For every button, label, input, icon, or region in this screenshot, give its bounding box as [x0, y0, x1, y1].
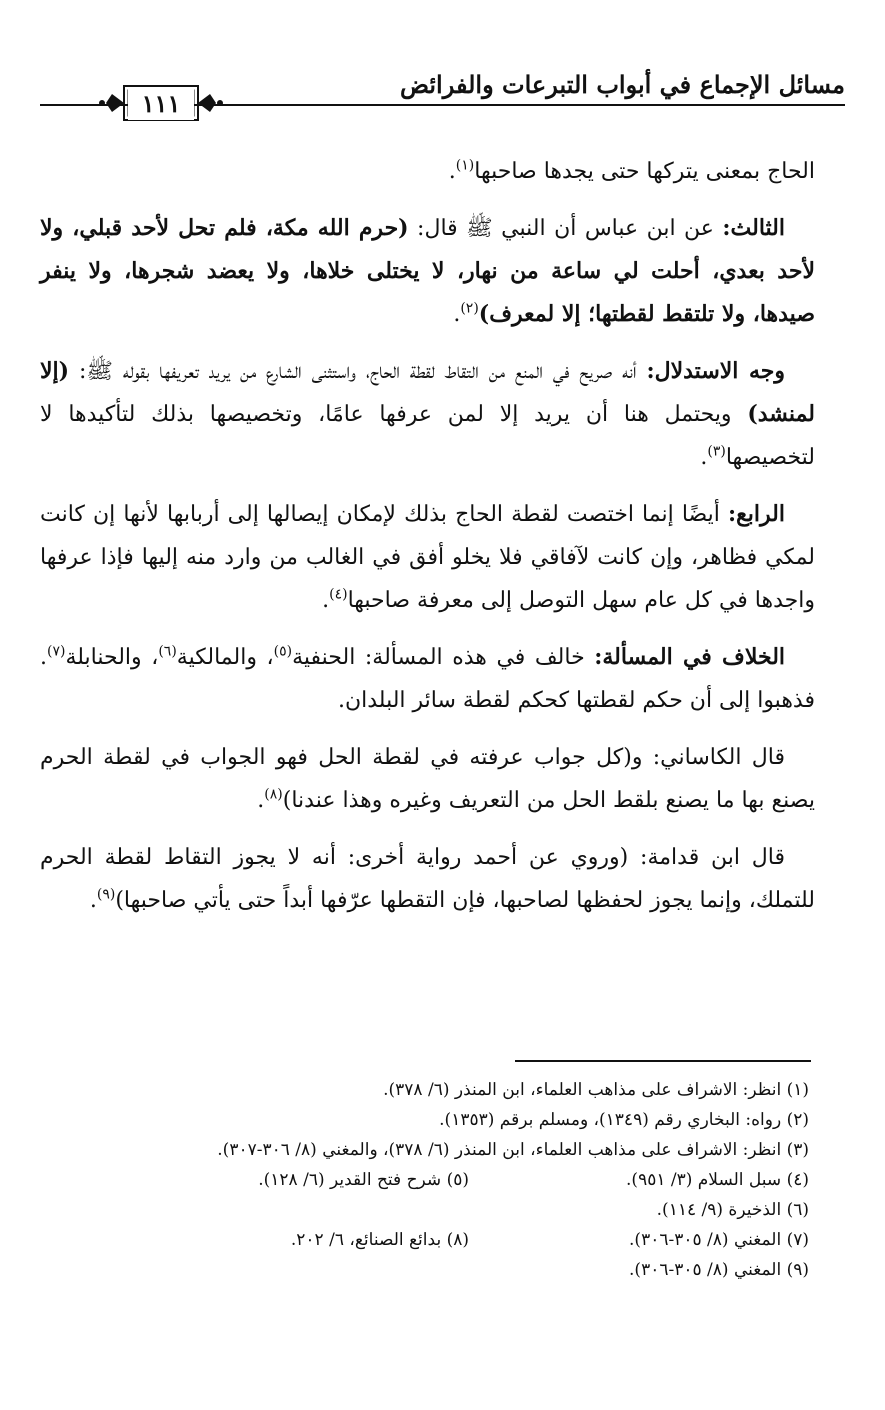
- footnote-3: (٣) انظر: الاشراف على مذاهب العلماء، ابن المنذر (٦/ ٣٧٨)، والمغني (٨/ ٣٠٦-٣٠٧).: [217, 1140, 809, 1160]
- paragraph-text: خالف في هذه المسألة: الحنفية: [292, 645, 595, 670]
- paragraph-1: [40, 150, 815, 193]
- footnote-ref: (٦): [158, 643, 177, 660]
- paragraph-text: ، والمالكية: [176, 645, 274, 670]
- footnote-row: [40, 1105, 809, 1135]
- hadith-quote: (إلا لمنشد): [40, 358, 815, 427]
- page-number-ornament: [88, 84, 234, 124]
- paragraph-text: ويحتمل هنا أن يريد إلا لمن عرفها عامًا، وتخصيصها بذلك لتأكيدها لا لتخصيصها: [40, 402, 815, 470]
- footnote-6: (٦) الذخيرة (٩/ ١١٤).: [656, 1200, 809, 1220]
- paragraph-text: . فذهبوا إلى أن حكم لقطتها كحكم لقطة سائر البلدان.: [40, 645, 815, 713]
- footnote-row: [40, 1195, 809, 1225]
- paragraph-text: قال الكاساني: و(كل جواب عرفته في لقطة الحل فهو الجواب في لقطة الحرم يصنع بها ما يصنع بلقط الحل من التعريف وغيره وهذا عندنا): [40, 745, 815, 813]
- running-title: مسائل الإجماع في أبواب التبرعات والفرائض: [399, 70, 845, 99]
- paragraph-text: الحاج بمعنى يتركها حتى يجدها صاحبها: [474, 159, 815, 184]
- section-lead: وجه الاستدلال:: [646, 358, 785, 384]
- footnote-ref: (١): [455, 157, 475, 174]
- paragraph-text: قال ابن قدامة: (وروي عن أحمد رواية أخرى: أنه لا يجوز التقاط لقطة الحرم للتملك، وإنما يجوز لحفظها لصاحبها، فإن التقطها عرّفها أبداً حتى يأتي صاحبها): [40, 845, 815, 913]
- footnote-7: (٧) المغني (٨/ ٣٠٥-٣٠٦).: [629, 1230, 809, 1250]
- paragraph-ibn-qudama: [40, 836, 815, 922]
- punctuation: .: [448, 159, 456, 184]
- paragraph-fourth-evidence: [40, 493, 815, 622]
- footnote-ref: (٨): [264, 786, 283, 803]
- page-number: ١١١: [128, 88, 194, 120]
- footnote-row: [40, 1135, 809, 1165]
- page-header: [40, 60, 845, 124]
- footnote-ref: (٩): [96, 886, 116, 903]
- footnote-ref: (٤): [329, 586, 348, 603]
- hadith-quote: (حرم الله مكة، فلم تحل لأحد قبلي، ولا لأحد بعدي، أحلت لي ساعة من نهار، لا يختلى خلاها، ولا يعضد شجرها، ولا ينفر صيدها، ولا تلتقط لقطتها؛ إلا لمعرف): [40, 215, 815, 327]
- footnote-8: (٨) بدائع الصنائع، ٦/ ٢٠٢.: [290, 1230, 469, 1250]
- section-lead: الثالث:: [722, 215, 785, 241]
- footnote-row: [40, 1075, 809, 1105]
- punctuation: .: [89, 888, 97, 913]
- punctuation: .: [453, 302, 461, 327]
- paragraph-kasani: [40, 736, 815, 822]
- footnote-ref: (٢): [460, 300, 479, 317]
- punctuation: .: [257, 788, 265, 813]
- paragraph-text: أيضًا إنما اختصت لقطة الحاج بذلك لإمكان إيصالها إلى أربابها لأنها إن كانت لمكي فظاهر، وإن كانت لآفاقي فلا يخلو أفق في الغالب من وارد منه إليها فإذا عرفها واجدها في كل عام سهل التوصل إلى معرفة صاحبها: [40, 502, 815, 613]
- paragraph-text: أنه صريح في المنع من التقاط لقطة الحاج، واستثنى الشارع من يريد تعريفها بقوله ﷺ:: [69, 359, 647, 384]
- footnote-separator: [515, 1060, 811, 1062]
- footnote-row: [40, 1165, 809, 1195]
- paragraph-text: عن ابن عباس أن النبي ﷺ قال:: [408, 216, 723, 241]
- footnote-9: (٩) المغني (٨/ ٣٠٥-٣٠٦).: [629, 1260, 809, 1280]
- footnote-ref: (٧): [47, 643, 66, 660]
- footnote-ref: (٥): [273, 643, 293, 660]
- footnote-4: (٤) سبل السلام (٣/ ٩٥١).: [626, 1170, 809, 1190]
- punctuation: .: [700, 445, 708, 470]
- section-lead: الرابع:: [727, 501, 785, 527]
- paragraph-third-evidence: [40, 207, 815, 336]
- section-lead: الخلاف في المسألة:: [594, 644, 786, 670]
- footnotes: [40, 1075, 809, 1285]
- footnote-1: (١) انظر: الاشراف على مذاهب العلماء، ابن المنذر (٦/ ٣٧٨).: [383, 1080, 809, 1100]
- footnote-row: [40, 1225, 809, 1255]
- footnote-2: (٢) رواه: البخاري رقم (١٣٤٩)، ومسلم برقم (١٣٥٣).: [439, 1110, 809, 1130]
- paragraph-text: ، والحنابلة: [65, 645, 159, 670]
- footnote-ref: (٣): [707, 443, 726, 460]
- paragraph-inference: [40, 350, 815, 479]
- footnote-row: [40, 1255, 809, 1285]
- punctuation: .: [322, 588, 330, 613]
- main-text: [40, 150, 815, 936]
- footnote-5: (٥) شرح فتح القدير (٦/ ١٢٨).: [258, 1170, 469, 1190]
- paragraph-disagreement: [40, 636, 815, 722]
